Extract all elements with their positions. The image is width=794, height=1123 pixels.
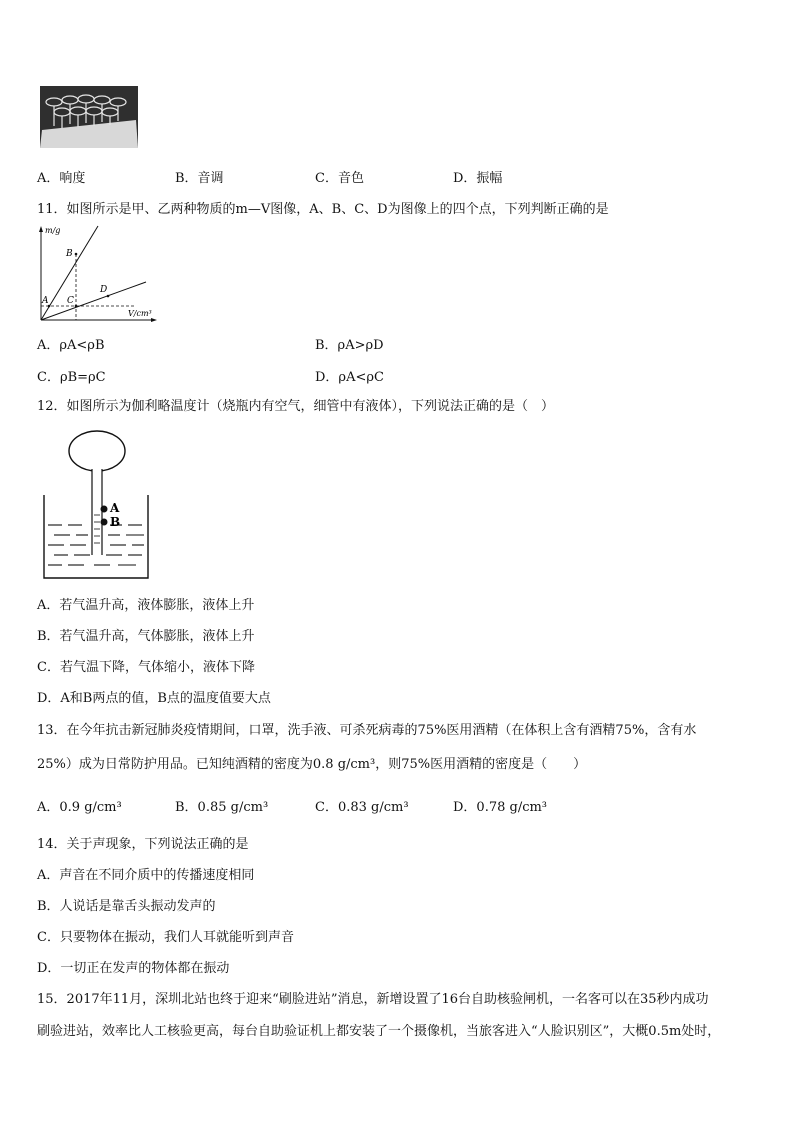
q14-option-d[interactable]: D．一切正在发声的物体都在振动 bbox=[37, 961, 230, 976]
q13-option-d[interactable]: D．0.78 g/cm³ bbox=[453, 800, 548, 815]
q14-stem: 14．关于声现象，下列说法正确的是 bbox=[37, 837, 249, 852]
m-v-graph bbox=[36, 224, 160, 324]
galileo-thermometer-figure bbox=[40, 425, 152, 580]
q13-option-b[interactable]: B．0.85 g/cm³ bbox=[175, 800, 269, 815]
q11-option-d[interactable]: D．ρA<ρC bbox=[315, 370, 384, 385]
glass-cups-photo bbox=[40, 86, 138, 148]
q14-option-a[interactable]: A．声音在不同介质中的传播速度相同 bbox=[37, 868, 255, 883]
q14-option-c[interactable]: C．只要物体在振动，我们人耳就能听到声音 bbox=[37, 930, 294, 945]
q12-option-d[interactable]: D．A和B两点的值，B点的温度值要大点 bbox=[37, 691, 271, 706]
q11-option-c[interactable]: C．ρB=ρC bbox=[37, 370, 106, 385]
q10-option-d[interactable]: D．振幅 bbox=[453, 171, 503, 186]
point-b-label: B bbox=[66, 249, 73, 259]
point-b-marker: B bbox=[110, 515, 121, 529]
q12-option-b[interactable]: B．若气温升高，气体膨胀，液体上升 bbox=[37, 629, 255, 644]
q12-option-c[interactable]: C．若气温下降，气体缩小，液体下降 bbox=[37, 660, 255, 675]
point-a-label: A bbox=[42, 296, 49, 306]
q11-option-a[interactable]: A．ρA<ρB bbox=[37, 338, 105, 353]
q13-option-a[interactable]: A．0.9 g/cm³ bbox=[37, 800, 122, 815]
graph-xlabel: V/cm³ bbox=[128, 309, 152, 318]
q13-stem-line1: 13．在今年抗击新冠肺炎疫情期间，口罩，洗手液、可杀死病毒的75%医用酒精（在体积上含有酒精75%，含有水 bbox=[37, 723, 697, 738]
q15-stem-line1: 15．2017年11月，深圳北站也终于迎来“刷脸进站”消息，新增设置了16台自助核验闸机，一名客可以在35秒内成功 bbox=[37, 992, 709, 1007]
q12-stem: 12．如图所示为伽利略温度计（烧瓶内有空气，细管中有液体），下列说法正确的是（ ） bbox=[37, 399, 555, 414]
q13-stem-line2: 25%）成为日常防护用品。已知纯酒精的密度为0.8 g/cm³，则75%医用酒精的密度是（ ） bbox=[37, 757, 587, 772]
q10-option-b[interactable]: B．音调 bbox=[175, 171, 224, 186]
q14-option-b[interactable]: B．人说话是靠舌头振动发声的 bbox=[37, 899, 216, 914]
q12-option-a[interactable]: A．若气温升高，液体膨胀，液体上升 bbox=[37, 598, 255, 613]
q11-stem: 11．如图所示是甲、乙两种物质的m—V图像，A、B、C、D为图像上的四个点，下列判断正确的是 bbox=[37, 202, 609, 217]
point-a-marker: A bbox=[110, 501, 120, 515]
graph-ylabel: m/g bbox=[45, 226, 61, 235]
point-d-label: D bbox=[100, 285, 108, 295]
point-c-label: C bbox=[67, 296, 74, 306]
q13-option-c[interactable]: C．0.83 g/cm³ bbox=[315, 800, 409, 815]
q15-stem-line2: 刷验进站，效率比人工核验更高，每台自助验证机上都安装了一个摄像机，当旅客进入“人脸识别区”，大概0.5m处时， bbox=[37, 1024, 721, 1039]
q11-option-b[interactable]: B．ρA>ρD bbox=[315, 338, 384, 353]
q10-option-a[interactable]: A．响度 bbox=[37, 171, 86, 186]
q10-option-c[interactable]: C．音色 bbox=[315, 171, 364, 186]
